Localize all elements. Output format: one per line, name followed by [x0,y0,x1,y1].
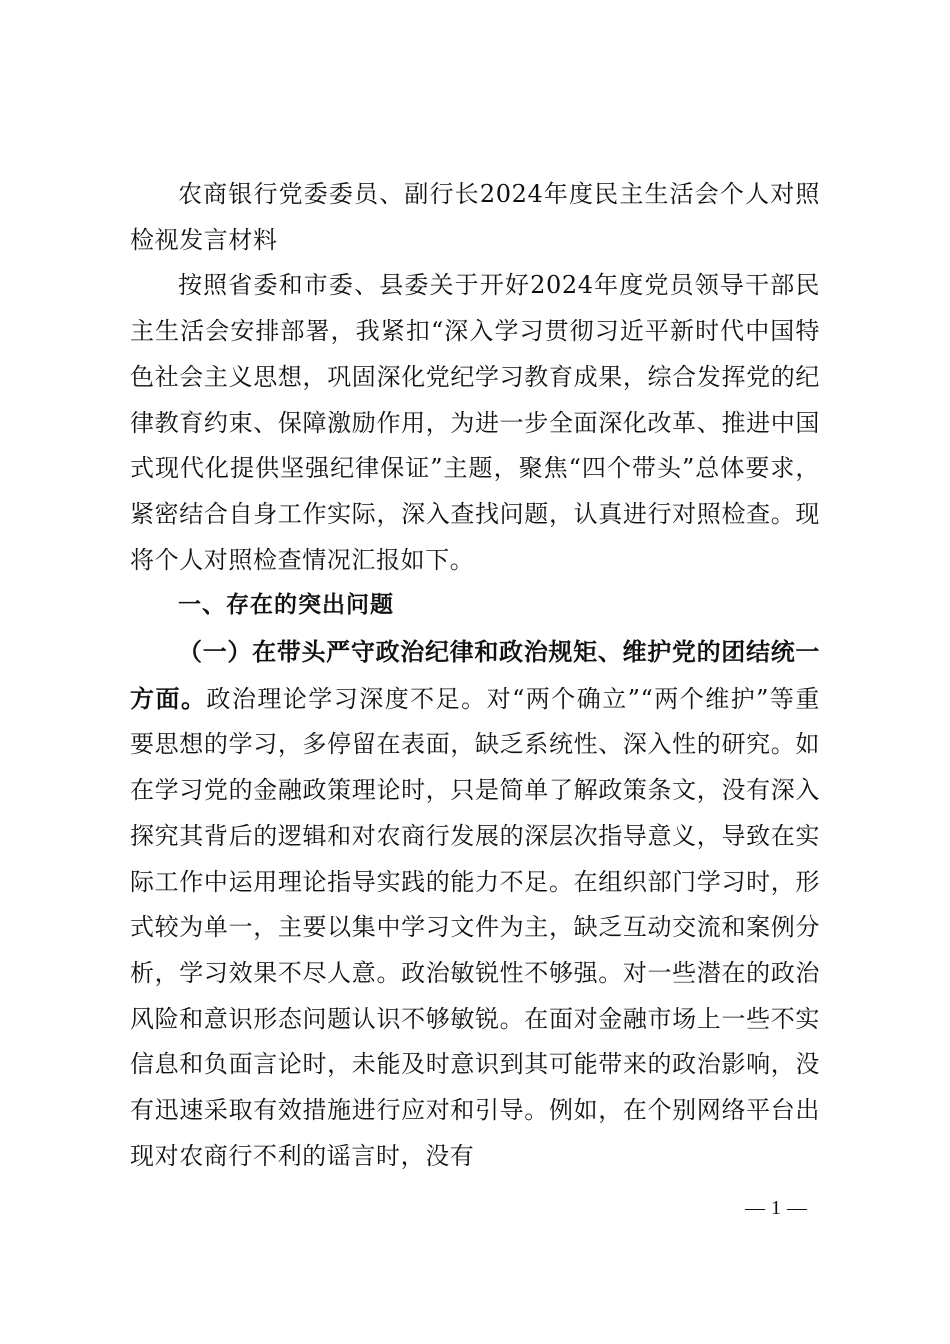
subsection-heading: （一）在带头严守政治纪律和政治规矩、维护党的团结统一方面。 [130,637,820,713]
intro-paragraph: 按照省委和市委、县委关于开好2024年度党员领导干部民主生活会安排部署，我紧扣“深入学习贯彻习近平新时代中国特色社会主义思想，巩固深化党纪学习教育成果，综合发挥党的纪律教育约束、保障激励作用，为进一步全面深化改革、推进中国式现代化提供坚强纪律保证”主题，聚焦“四个带头”总体要求，紧密结合自身工作实际，深入查找问题，认真进行对照检查。现将个人对照检查情况汇报如下。 [130,271,820,574]
page-number: — 1 — [745,1197,808,1219]
document-body [130,172,820,1179]
document-title: 农商银行党委委员、副行长2024年度民主生活会个人对照检视发言材料 [130,180,820,254]
section-heading: 一、存在的突出问题 [178,592,394,619]
subsection-body: 政治理论学习深度不足。对“两个确立”“两个维护”等重要思想的学习，多停留在表面，缺乏系统性、深入性的研究。如在学习党的金融政策理论时，只是简单了解政策条文，没有深入探究其背后的逻辑和对农商行发展的深层次指导意义，导致在实际工作中运用理论指导实践的能力不足。在组织部门学习时，形式较为单一，主要以集中学习文件为主，缺乏互动交流和案例分析，学习效果不尽人意。政治敏锐性不够强。对一些潜在的政治风险和意识形态问题认识不够敏锐。在面对金融市场上一些不实信息和负面言论时，未能及时意识到其可能带来的政治影响，没有迅速采取有效措施进行应对和引导。例如，在个别网络平台出现对农商行不利的谣言时，没有 [130,684,820,1170]
subsection-paragraph [130,629,820,1179]
